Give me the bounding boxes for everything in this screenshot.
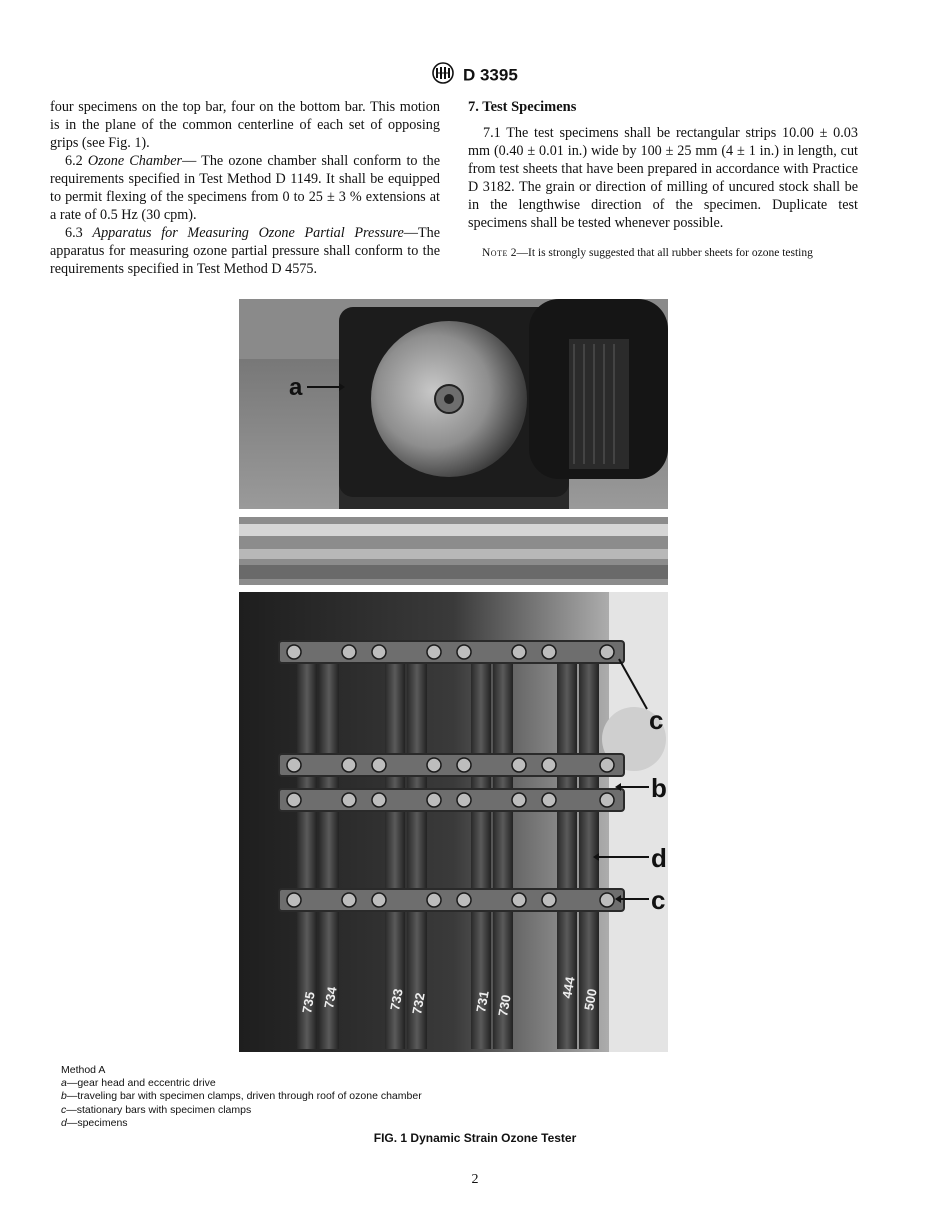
section-heading: 7. Test Specimens [468,99,577,115]
paragraph-number: 6.2 [65,153,83,169]
legend-key: b [61,1090,67,1103]
specimen-mark: 730 [495,993,514,1018]
page-number: 2 [471,1172,479,1187]
legend-key: d [61,1116,67,1129]
figure-photo [239,299,668,1052]
paragraph-7-1: 7.1 The test specimens shall be rectangular strips 10.00 ± 0.03 mm (0.40 ± 0.01 in.) wide by 100 ± 25 mm (4 ± 1 in.) in length, cut from test sheets that have been prepared in accordance with Practice D 3182. The grain or direction of milling of uncured stock shall be in the lengthwise direction of the specimen. Duplicate test specimens shall be tested whenever possible. [468,125,858,231]
specimen-mark: 444 [559,975,578,1000]
legend-text: —gear head and eccentric drive [66,1077,216,1090]
label-d: d [651,843,667,873]
paragraph-6-2 [50,152,440,224]
note-label: Note [482,247,508,259]
figure-title: FIG. 1 Dynamic Strain Ozone Tester [373,1131,577,1145]
legend-item [61,1104,422,1117]
specimen-mark: 731 [473,989,492,1014]
specimen-mark: 734 [321,985,340,1010]
note-2 [468,246,858,261]
label-b: b [651,773,667,803]
paragraph-text: — The ozone chamber shall conform to the requirements specified in Test Method D 1149. It shall be equipped to permit flexing of the specimens from 0 to 25 ± 3 % extensions at a rate of 0.5 Hz (30 cpm). [50,153,440,223]
legend-text: —specimens [66,1116,128,1129]
label-c: c [651,885,666,915]
legend-item [61,1117,422,1130]
specimen-mark: 500 [581,987,600,1012]
legend-text: —traveling bar with specimen clamps, driven through roof of ozone chamber [66,1090,422,1103]
label-a: a [289,374,303,401]
specimen-mark: 733 [387,987,406,1012]
designation: D 3395 [462,65,518,85]
legend-text: —stationary bars with specimen clamps [66,1103,252,1116]
astm-logo-icon [432,62,454,89]
label-c: c [649,705,664,735]
paragraph-title: Apparatus for Measuring Ozone Partial Pressure [92,225,404,241]
paragraph-text: —The apparatus for measuring ozone partial pressure shall conform to the requirements specified in Test Method D 4575. [50,225,440,277]
specimen-rack-photo [239,592,668,1052]
legend-key: c [61,1103,67,1116]
paragraph-number: 6.3 [65,225,83,241]
legend-item [61,1090,422,1103]
note-text: 2—It is strongly suggested that all rubber sheets for ozone testing [507,247,813,259]
figure-legend [61,1064,422,1130]
legend-item [61,1077,422,1090]
specimen-mark: 735 [299,990,318,1015]
right-column [468,98,858,261]
paragraph-6-3 [50,224,440,278]
chamber-roof-photo [239,517,668,585]
page-header [0,62,950,89]
paragraph-continued: four specimens on the top bar, four on the bottom bar. This motion is in the plane of the common centerline of each set of opposing grips (see Fig. 1). [50,99,440,151]
gear-head-photo [239,299,668,509]
specimen-mark: 732 [409,991,428,1016]
legend-method: Method A [61,1064,106,1076]
legend-key: a [61,1077,67,1090]
left-column [50,98,440,278]
paragraph-title: Ozone Chamber [87,153,183,169]
